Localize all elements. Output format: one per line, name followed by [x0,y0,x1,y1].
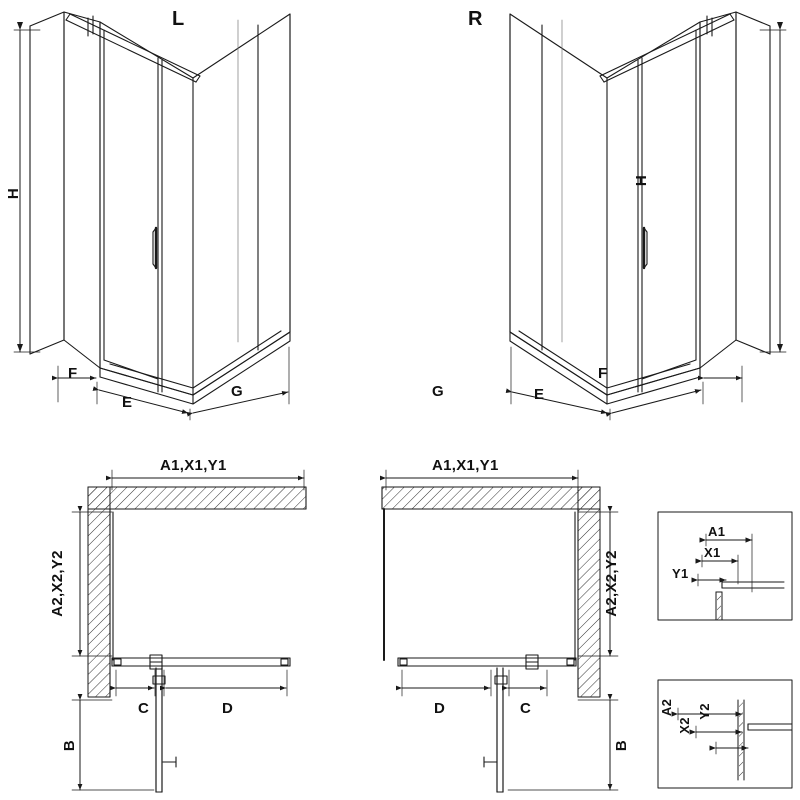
detail-lower-a2-label: A2 [659,698,675,717]
iso-left-dim-g-label: G [231,383,243,400]
detail-lower-x2-label: X2 [676,717,692,734]
detail-upper-a1-label: A1 [708,524,726,539]
iso-right-height-label: H [633,174,651,187]
iso-left-height-label: H [5,187,23,200]
plan-left-top-dim-label: A1,X1,Y1 [160,457,227,474]
plan-right-geometry [382,487,600,792]
detail-lower-y2-label: Y2 [696,703,712,720]
iso-right-bottom-dimensions [511,347,742,420]
iso-right-height-dimension [760,30,786,352]
plan-right-dim-b-label: B [613,739,631,752]
iso-left-bottom-dimensions [58,347,289,420]
plan-left-side-dim-label: A2,X2,Y2 [48,550,66,617]
iso-left-dim-f-label: F [68,365,78,382]
plan-right-side-dim-label: A2,X2,Y2 [602,550,620,617]
detail-lower-geometry [658,680,792,788]
iso-right-variant-label: R [468,8,483,30]
plan-right-top-dim-label: A1,X1,Y1 [432,457,499,474]
detail-upper-y1-label: Y1 [672,566,689,581]
iso-left-variant-label: L [172,8,185,30]
plan-left-dim-b-label: B [61,739,79,752]
iso-right-dim-e-label: E [534,386,545,403]
iso-right-dim-f-label: F [598,365,608,382]
plan-right-dim-c-label: C [520,700,532,717]
iso-left-geometry [30,12,290,404]
plan-left-dim-c-label: C [138,700,150,717]
detail-upper-x1-label: X1 [704,545,721,560]
plan-right-dim-d-label: D [434,700,446,717]
plan-left-geometry [88,487,306,792]
iso-left-dim-e-label: E [122,394,133,411]
plan-left-dim-d-label: D [222,700,234,717]
iso-right-geometry [510,12,770,404]
iso-right-dim-g-label: G [432,383,444,400]
